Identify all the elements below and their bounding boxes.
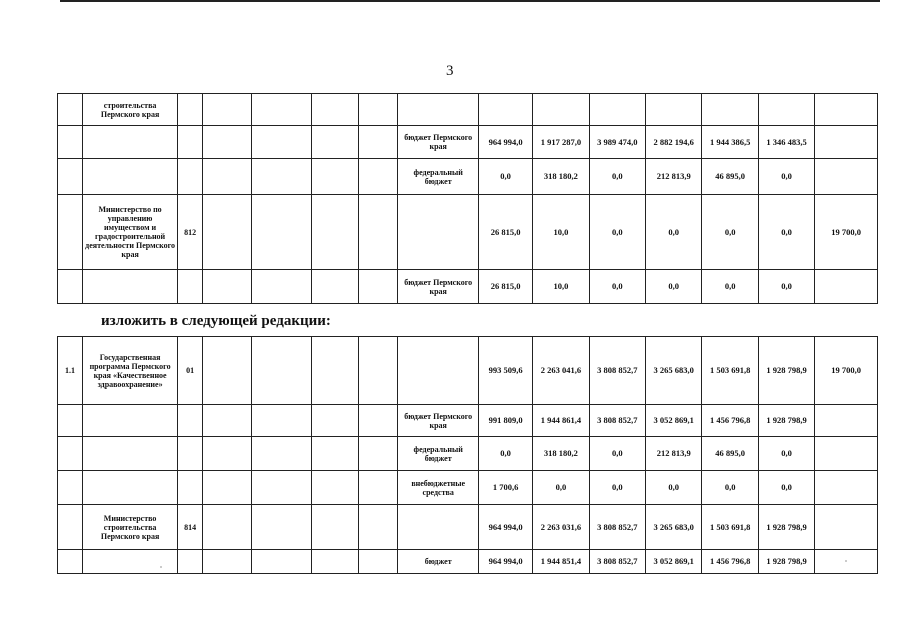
- row-number-cell: [58, 195, 83, 270]
- empty-cell: [252, 159, 312, 195]
- amount-cell: 2 263 041,6: [533, 337, 589, 405]
- row-number-cell: [58, 159, 83, 195]
- program-name-cell: [83, 405, 178, 437]
- empty-cell: [358, 437, 398, 471]
- amount-cell: 3 808 852,7: [589, 337, 645, 405]
- empty-cell: [203, 437, 252, 471]
- amount-cell: 3 265 683,0: [646, 505, 702, 550]
- amount-cell: [815, 94, 878, 126]
- empty-cell: [203, 126, 252, 159]
- page-number: 3: [446, 63, 454, 79]
- code-cell: 814: [178, 505, 203, 550]
- empty-cell: [252, 337, 312, 405]
- empty-cell: [203, 505, 252, 550]
- code-cell: 812: [178, 195, 203, 270]
- amount-cell: 991 809,0: [478, 405, 532, 437]
- table-row: [58, 94, 878, 126]
- row-number-cell: [58, 126, 83, 159]
- section-heading: изложить в следующей редакции:: [101, 313, 331, 329]
- program-name-cell: [83, 159, 178, 195]
- amount-cell: [478, 94, 532, 126]
- amount-cell: 2 882 194,6: [646, 126, 702, 159]
- amount-cell: 0,0: [646, 195, 702, 270]
- empty-cell: [252, 94, 312, 126]
- amount-cell: 1 503 691,8: [702, 337, 758, 405]
- table-row: [58, 505, 878, 550]
- empty-cell: [358, 126, 398, 159]
- amount-cell: 0,0: [589, 159, 645, 195]
- empty-cell: [358, 337, 398, 405]
- row-number-cell: [58, 550, 83, 574]
- empty-cell: [252, 437, 312, 471]
- amount-cell: 2 263 031,6: [533, 505, 589, 550]
- amount-cell: 964 994,0: [478, 505, 532, 550]
- amount-cell: 993 509,6: [478, 337, 532, 405]
- amount-cell: 0,0: [702, 270, 758, 304]
- funding-source-cell: [398, 195, 478, 270]
- code-cell: [178, 437, 203, 471]
- row-number-cell: 1.1: [58, 337, 83, 405]
- empty-cell: [252, 505, 312, 550]
- amount-cell: 0,0: [758, 159, 814, 195]
- row-number-cell: [58, 505, 83, 550]
- amount-cell: 26 815,0: [478, 270, 532, 304]
- amount-cell: [702, 94, 758, 126]
- amount-cell: 0,0: [702, 195, 758, 270]
- funding-source-cell: бюджет Пермского края: [398, 270, 478, 304]
- amount-cell: 0,0: [758, 471, 814, 505]
- row-number-cell: [58, 94, 83, 126]
- empty-cell: [311, 195, 358, 270]
- funding-source-cell: бюджет: [398, 550, 478, 574]
- amount-cell: 10,0: [533, 195, 589, 270]
- empty-cell: [358, 471, 398, 505]
- code-cell: [178, 126, 203, 159]
- amount-cell: [646, 94, 702, 126]
- amount-cell: 19 700,0: [815, 195, 878, 270]
- scan-speck: [160, 566, 162, 568]
- empty-cell: [358, 505, 398, 550]
- amount-cell: [533, 94, 589, 126]
- budget-table-new: [57, 336, 878, 574]
- amount-cell: 0,0: [589, 437, 645, 471]
- amount-cell: 0,0: [758, 195, 814, 270]
- program-name-cell: [83, 437, 178, 471]
- amount-cell: 0,0: [758, 437, 814, 471]
- table-row: [58, 550, 878, 574]
- amount-cell: 0,0: [646, 270, 702, 304]
- amount-cell: 1 928 798,9: [758, 550, 814, 574]
- amount-cell: 10,0: [533, 270, 589, 304]
- program-name-cell: [83, 126, 178, 159]
- amount-cell: [815, 126, 878, 159]
- empty-cell: [358, 159, 398, 195]
- amount-cell: 3 808 852,7: [589, 550, 645, 574]
- scan-speck: [845, 560, 847, 562]
- empty-cell: [358, 550, 398, 574]
- amount-cell: 1 917 287,0: [533, 126, 589, 159]
- amount-cell: 0,0: [758, 270, 814, 304]
- program-name-cell: Государственная программа Пермского края «Качественное здравоохранение»: [83, 337, 178, 405]
- empty-cell: [203, 337, 252, 405]
- funding-source-cell: [398, 505, 478, 550]
- amount-cell: 1 928 798,9: [758, 405, 814, 437]
- empty-cell: [203, 550, 252, 574]
- empty-cell: [358, 94, 398, 126]
- empty-cell: [311, 126, 358, 159]
- empty-cell: [252, 270, 312, 304]
- amount-cell: 1 700,6: [478, 471, 532, 505]
- amount-cell: 0,0: [589, 471, 645, 505]
- empty-cell: [311, 337, 358, 405]
- funding-source-cell: бюджет Пермского края: [398, 405, 478, 437]
- empty-cell: [311, 550, 358, 574]
- empty-cell: [252, 550, 312, 574]
- amount-cell: [815, 471, 878, 505]
- empty-cell: [252, 471, 312, 505]
- code-cell: [178, 471, 203, 505]
- amount-cell: 1 944 851,4: [533, 550, 589, 574]
- table-row: [58, 471, 878, 505]
- program-name-cell: Министерство по управлению имуществом и градостроительной деятельности Пермского края: [83, 195, 178, 270]
- empty-cell: [311, 94, 358, 126]
- code-cell: [178, 405, 203, 437]
- amount-cell: 3 808 852,7: [589, 405, 645, 437]
- empty-cell: [203, 94, 252, 126]
- amount-cell: 318 180,2: [533, 159, 589, 195]
- amount-cell: 212 813,9: [646, 159, 702, 195]
- funding-source-cell: федеральный бюджет: [398, 437, 478, 471]
- funding-source-cell: бюджет Пермского края: [398, 126, 478, 159]
- program-name-cell: строительства Пермского края: [83, 94, 178, 126]
- funding-source-cell: внебюджетные средства: [398, 471, 478, 505]
- row-number-cell: [58, 270, 83, 304]
- amount-cell: 46 895,0: [702, 159, 758, 195]
- empty-cell: [311, 159, 358, 195]
- row-number-cell: [58, 471, 83, 505]
- amount-cell: 212 813,9: [646, 437, 702, 471]
- empty-cell: [203, 405, 252, 437]
- amount-cell: 3 265 683,0: [646, 337, 702, 405]
- amount-cell: 0,0: [589, 195, 645, 270]
- amount-cell: 1 928 798,9: [758, 337, 814, 405]
- code-cell: 01: [178, 337, 203, 405]
- amount-cell: 19 700,0: [815, 337, 878, 405]
- amount-cell: [815, 437, 878, 471]
- empty-cell: [358, 195, 398, 270]
- table-row: [58, 159, 878, 195]
- amount-cell: 3 052 869,1: [646, 550, 702, 574]
- program-name-cell: [83, 471, 178, 505]
- amount-cell: 964 994,0: [478, 550, 532, 574]
- empty-cell: [252, 126, 312, 159]
- empty-cell: [311, 437, 358, 471]
- amount-cell: 3 052 869,1: [646, 405, 702, 437]
- empty-cell: [203, 270, 252, 304]
- empty-cell: [203, 471, 252, 505]
- code-cell: [178, 270, 203, 304]
- amount-cell: 1 503 691,8: [702, 505, 758, 550]
- amount-cell: [815, 505, 878, 550]
- empty-cell: [311, 471, 358, 505]
- empty-cell: [252, 195, 312, 270]
- amount-cell: 1 944 386,5: [702, 126, 758, 159]
- amount-cell: 0,0: [533, 471, 589, 505]
- table-row: [58, 337, 878, 405]
- amount-cell: 26 815,0: [478, 195, 532, 270]
- amount-cell: 318 180,2: [533, 437, 589, 471]
- amount-cell: 964 994,0: [478, 126, 532, 159]
- amount-cell: 1 928 798,9: [758, 505, 814, 550]
- amount-cell: 3 808 852,7: [589, 505, 645, 550]
- amount-cell: [758, 94, 814, 126]
- table-row: [58, 126, 878, 159]
- row-number-cell: [58, 405, 83, 437]
- empty-cell: [311, 270, 358, 304]
- amount-cell: 46 895,0: [702, 437, 758, 471]
- empty-cell: [203, 159, 252, 195]
- amount-cell: 1 944 861,4: [533, 405, 589, 437]
- program-name-cell: [83, 550, 178, 574]
- empty-cell: [203, 195, 252, 270]
- empty-cell: [311, 405, 358, 437]
- table-row: [58, 195, 878, 270]
- row-number-cell: [58, 437, 83, 471]
- budget-table-old: [57, 93, 878, 304]
- program-name-cell: Министерство строительства Пермского края: [83, 505, 178, 550]
- table-row: [58, 405, 878, 437]
- amount-cell: 1 456 796,8: [702, 550, 758, 574]
- amount-cell: 1 346 483,5: [758, 126, 814, 159]
- table-row: [58, 437, 878, 471]
- code-cell: [178, 550, 203, 574]
- code-cell: [178, 94, 203, 126]
- amount-cell: 0,0: [478, 437, 532, 471]
- empty-cell: [358, 270, 398, 304]
- amount-cell: 0,0: [589, 270, 645, 304]
- amount-cell: [815, 159, 878, 195]
- amount-cell: 0,0: [646, 471, 702, 505]
- amount-cell: [815, 405, 878, 437]
- page-top-border: [60, 0, 880, 2]
- amount-cell: [589, 94, 645, 126]
- empty-cell: [311, 505, 358, 550]
- amount-cell: 0,0: [702, 471, 758, 505]
- amount-cell: 0,0: [478, 159, 532, 195]
- funding-source-cell: федеральный бюджет: [398, 159, 478, 195]
- empty-cell: [358, 405, 398, 437]
- amount-cell: [815, 270, 878, 304]
- code-cell: [178, 159, 203, 195]
- funding-source-cell: [398, 94, 478, 126]
- amount-cell: 3 989 474,0: [589, 126, 645, 159]
- program-name-cell: [83, 270, 178, 304]
- table-row: [58, 270, 878, 304]
- funding-source-cell: [398, 337, 478, 405]
- amount-cell: 1 456 796,8: [702, 405, 758, 437]
- empty-cell: [252, 405, 312, 437]
